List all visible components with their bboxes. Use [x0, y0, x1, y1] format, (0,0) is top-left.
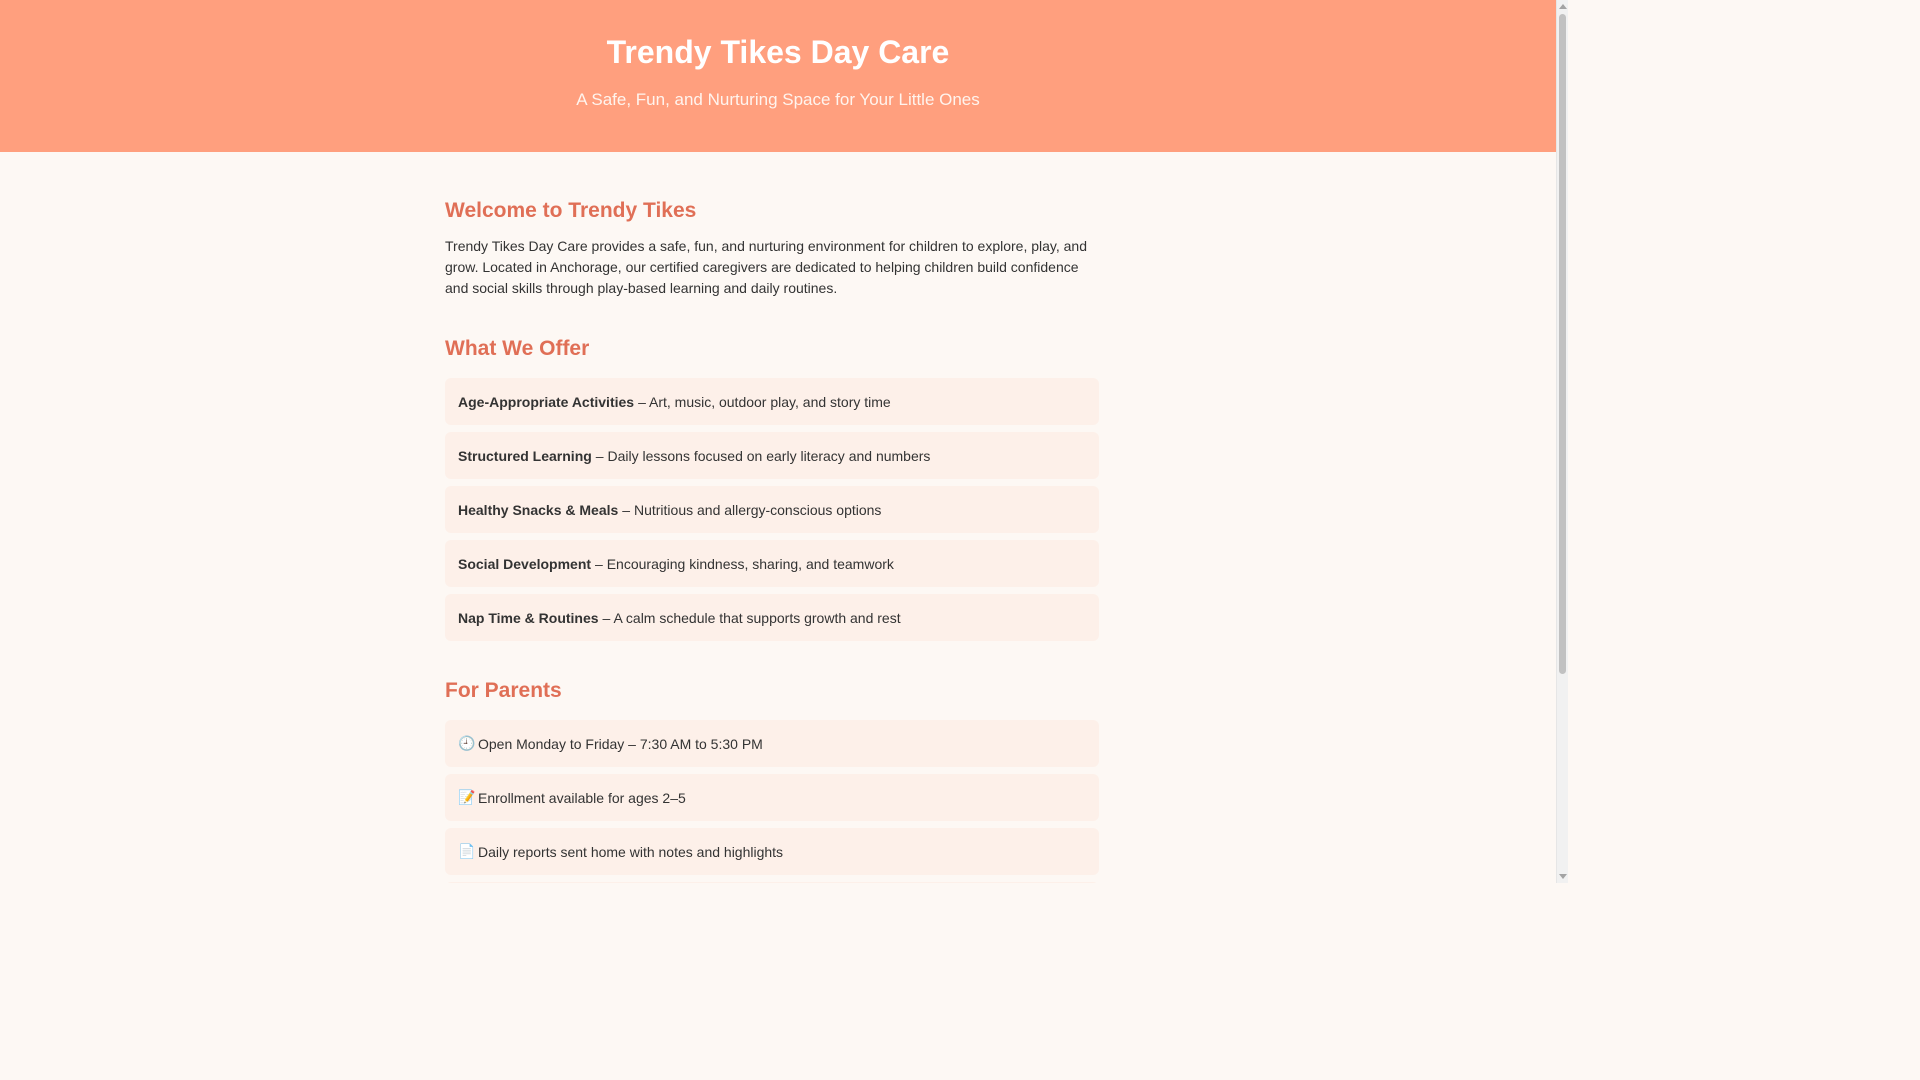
vertical-scrollbar[interactable]: [1556, 0, 1568, 883]
welcome-heading: Welcome to Trendy Tikes: [445, 199, 697, 222]
offer-list: [445, 378, 1099, 641]
memo-icon: 📝: [458, 789, 476, 805]
offer-item: [445, 378, 1099, 425]
offer-item-title: Healthy Snacks & Meals: [458, 501, 619, 518]
offer-item-title: Nap Time & Routines: [458, 609, 599, 626]
site-header: [0, 0, 1556, 152]
parents-item: [445, 720, 1099, 767]
offer-item: [445, 540, 1099, 587]
clock-icon: 🕘: [458, 735, 476, 751]
parents-item-text: Daily reports sent home with notes and highlights: [478, 843, 784, 860]
offer-item-desc: – Art, music, outdoor play, and story time: [638, 393, 891, 410]
welcome-text: Trendy Tikes Day Care provides a safe, fun, and nurturing environment for children to explore, play, and grow. Located in Anchorage, our certified caregivers are dedicated to helping children build confidence and social skills through play-based learning and daily routines.: [445, 238, 1088, 296]
parents-list: [445, 720, 1099, 883]
scroll-down-arrow-icon[interactable]: [1559, 874, 1567, 879]
offer-heading: What We Offer: [445, 337, 590, 360]
main-content: [445, 152, 1099, 883]
offer-item-desc: – Nutritious and allergy-conscious options: [622, 501, 882, 518]
offer-item-title: Social Development: [458, 555, 592, 572]
offer-item: [445, 432, 1099, 479]
offer-item-desc: – Encouraging kindness, sharing, and teamwork: [595, 555, 894, 572]
parents-item-text: Enrollment available for ages 2–5: [478, 789, 686, 806]
document-icon: 📄: [458, 843, 476, 859]
scroll-up-arrow-icon[interactable]: [1559, 4, 1567, 9]
offer-item-desc: – A calm schedule that supports growth and rest: [602, 609, 901, 626]
site-subtitle: A Safe, Fun, and Nurturing Space for Your Little Ones: [576, 90, 980, 109]
parents-item: [445, 774, 1099, 821]
offer-item-desc: – Daily lessons focused on early literacy and numbers: [595, 447, 931, 464]
site-title: Trendy Tikes Day Care: [606, 34, 950, 70]
parents-item-text: Open Monday to Friday – 7:30 AM to 5:30 PM: [478, 735, 763, 752]
offer-item: [445, 486, 1099, 533]
offer-item-title: Structured Learning: [458, 447, 592, 464]
parents-item: [445, 828, 1099, 875]
parents-heading: For Parents: [445, 679, 562, 702]
offer-item: [445, 594, 1099, 641]
scroll-thumb[interactable]: [1559, 14, 1566, 674]
parents-item-partial: [445, 882, 1099, 883]
offer-item-title: Age-Appropriate Activities: [458, 393, 635, 410]
